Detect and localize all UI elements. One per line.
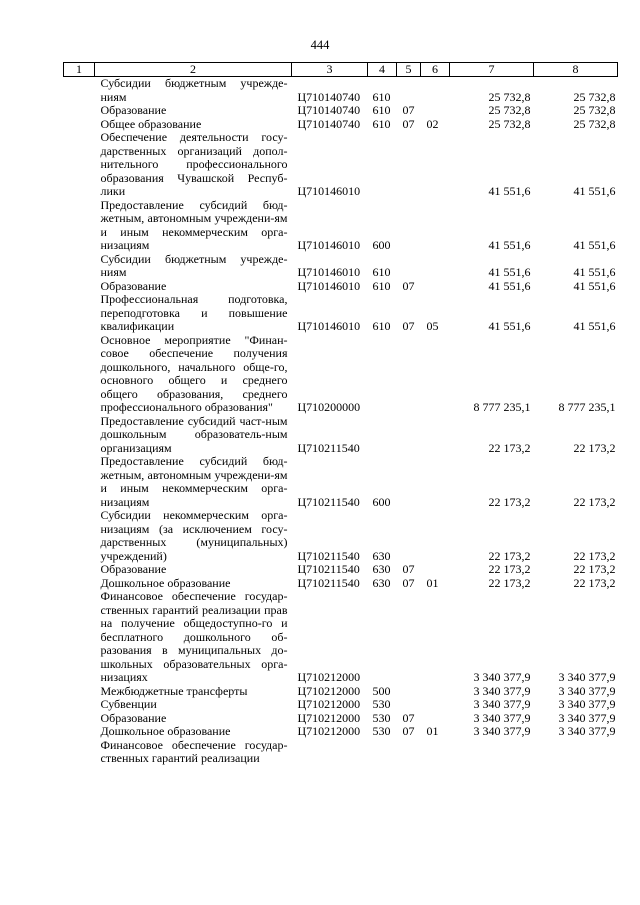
cell-sum2: 41 551,6 xyxy=(573,238,616,252)
cell-subsection xyxy=(421,253,450,280)
cell-subsection xyxy=(421,739,450,766)
table-row xyxy=(64,118,618,132)
table-row xyxy=(64,415,618,456)
cell-code: Ц710146010 xyxy=(297,238,361,252)
cell-sum1: 22 173,2 xyxy=(488,562,531,576)
cell-section xyxy=(397,77,421,105)
cell-subsection xyxy=(421,563,450,577)
cell-vr xyxy=(368,334,397,415)
cell-index xyxy=(64,685,95,699)
table-row xyxy=(64,509,618,563)
cell-code: Ц710212000 xyxy=(297,697,361,711)
cell-index xyxy=(64,199,95,253)
cell-code: Ц710140740 xyxy=(297,89,361,104)
cell-vr: 630 xyxy=(372,575,391,590)
cell-name: Субсидии бюджетным учрежде-ниям xyxy=(100,251,288,279)
cell-sum1: 22 173,2 xyxy=(488,494,531,509)
header-col-2: 2 xyxy=(95,63,292,77)
table-row xyxy=(64,725,618,739)
cell-sum1: 3 340 377,9 xyxy=(473,683,531,698)
cell-section xyxy=(397,199,421,253)
cell-sum2: 25 732,8 xyxy=(573,103,616,117)
cell-section xyxy=(397,685,421,699)
table-header xyxy=(64,63,618,77)
cell-index xyxy=(64,415,95,456)
table-row xyxy=(64,104,618,118)
table-row xyxy=(64,590,618,685)
cell-code: Ц710211540 xyxy=(297,575,360,590)
cell-vr: 610 xyxy=(372,89,391,104)
cell-sum1: 41 551,6 xyxy=(488,278,531,293)
cell-section: 07 xyxy=(402,710,415,725)
cell-section: 07 xyxy=(402,575,415,590)
cell-subsection: 05 xyxy=(426,319,439,333)
cell-sum2: 22 173,2 xyxy=(573,494,616,509)
cell-subsection xyxy=(421,590,450,685)
cell-sum2: 3 340 377,9 xyxy=(558,724,616,738)
cell-sum2: 3 340 377,9 xyxy=(558,697,616,711)
cell-vr: 600 xyxy=(372,238,391,252)
cell-sum2: 25 732,8 xyxy=(573,116,616,131)
cell-section xyxy=(397,698,421,712)
cell-sum1: 41 551,6 xyxy=(488,319,531,333)
cell-index xyxy=(64,293,95,334)
cell-code: Ц710146010 xyxy=(297,319,361,333)
cell-section xyxy=(397,131,421,199)
cell-section: 07 xyxy=(402,103,415,117)
table-row xyxy=(64,455,618,509)
cell-subsection: 02 xyxy=(426,116,439,131)
cell-name: Субвенции xyxy=(100,697,157,711)
table-row xyxy=(64,698,618,712)
cell-vr: 530 xyxy=(372,710,391,725)
cell-name: Профессиональная подготовка, переподготовка и повышение квалификации xyxy=(100,292,288,333)
cell-name: Образование xyxy=(100,562,167,576)
cell-code: Ц710146010 xyxy=(297,265,361,279)
cell-code: Ц710212000 xyxy=(297,710,361,725)
cell-sum2: 22 173,2 xyxy=(573,575,616,590)
cell-subsection xyxy=(421,334,450,415)
table-row xyxy=(64,739,618,766)
cell-code: Ц710140740 xyxy=(297,116,361,131)
cell-code: Ц710211540 xyxy=(297,548,360,563)
cell-index xyxy=(64,131,95,199)
cell-sum1: 22 173,2 xyxy=(488,575,531,590)
cell-vr xyxy=(368,131,397,199)
cell-sum2: 25 732,8 xyxy=(573,89,616,104)
table-row xyxy=(64,280,618,294)
cell-sum1: 3 340 377,9 xyxy=(473,710,531,725)
table-row xyxy=(64,131,618,199)
cell-sum1: 41 551,6 xyxy=(488,238,531,252)
cell-name: Основное мероприятие "Финан-совое обеспечение получения дошкольного, начального обще-го, основного общего и среднего общего образования, среднего профессионального образования" xyxy=(100,332,288,414)
cell-vr: 610 xyxy=(372,103,391,117)
table-row xyxy=(64,199,618,253)
cell-code: Ц710211540 xyxy=(297,440,360,455)
cell-index xyxy=(64,725,95,739)
cell-vr: 500 xyxy=(372,683,391,698)
table-row xyxy=(64,577,618,591)
cell-subsection xyxy=(421,104,450,118)
cell-subsection xyxy=(421,77,450,105)
cell-index xyxy=(64,712,95,726)
cell-name: Межбюджетные трансферты xyxy=(100,683,248,698)
cell-section xyxy=(397,739,421,766)
cell-sum2: 22 173,2 xyxy=(573,440,616,455)
table-body xyxy=(64,77,618,766)
cell-sum1: 3 340 377,9 xyxy=(473,670,531,684)
cell-code: Ц710211540 xyxy=(297,562,360,576)
header-col-1: 1 xyxy=(64,63,95,77)
cell-section xyxy=(397,253,421,280)
cell-sum1 xyxy=(450,739,534,766)
cell-vr: 610 xyxy=(372,265,391,279)
cell-subsection: 01 xyxy=(426,575,439,590)
cell-vr: 610 xyxy=(372,116,391,131)
table-row xyxy=(64,685,618,699)
header-col-8: 8 xyxy=(534,63,618,77)
cell-subsection xyxy=(421,685,450,699)
cell-subsection xyxy=(421,415,450,456)
cell-index xyxy=(64,577,95,591)
cell-sum2: 41 551,6 xyxy=(573,319,616,333)
cell-sum2: 22 173,2 xyxy=(573,548,616,563)
cell-name: Субсидии некоммерческим орга-низациям (за исключением госу-дарственных (муниципальных) учреждений) xyxy=(100,508,288,563)
table-row xyxy=(64,293,618,334)
header-col-5: 5 xyxy=(397,63,421,77)
cell-vr: 600 xyxy=(372,494,391,509)
cell-name: Образование xyxy=(100,103,167,117)
cell-code: Ц710211540 xyxy=(297,494,360,509)
cell-name: Обеспечение деятельности госу-дарственных организаций допол-нительного профессионального образования Чувашской Респуб-лики xyxy=(100,130,288,198)
cell-vr: 610 xyxy=(372,278,391,293)
cell-vr: 630 xyxy=(372,562,391,576)
cell-name: Субсидии бюджетным учрежде-ниям xyxy=(100,76,288,104)
cell-section xyxy=(397,509,421,563)
table-row xyxy=(64,712,618,726)
cell-name: Дошкольное образование xyxy=(100,575,231,590)
cell-sum2: 3 340 377,9 xyxy=(558,670,616,684)
cell-name: Предоставление субсидий бюд-жетным, автономным учреждени-ям и иным некоммерческим орга-низациям xyxy=(100,454,288,509)
cell-code xyxy=(292,739,368,766)
cell-section: 07 xyxy=(402,319,415,333)
cell-code: Ц710146010 xyxy=(297,278,361,293)
cell-name: Дошкольное образование xyxy=(100,724,231,738)
cell-vr: 530 xyxy=(372,697,391,711)
cell-sum2: 3 340 377,9 xyxy=(558,710,616,725)
cell-index xyxy=(64,77,95,105)
cell-index xyxy=(64,104,95,118)
page-number: 444 xyxy=(310,38,330,52)
cell-vr: 610 xyxy=(372,319,391,333)
cell-index xyxy=(64,698,95,712)
cell-index xyxy=(64,590,95,685)
cell-index xyxy=(64,118,95,132)
cell-sum1: 41 551,6 xyxy=(488,265,531,279)
cell-vr: 630 xyxy=(372,548,391,563)
cell-subsection xyxy=(421,712,450,726)
cell-sum2: 41 551,6 xyxy=(573,184,616,198)
cell-code: Ц710212000 xyxy=(297,670,361,684)
cell-section xyxy=(397,455,421,509)
cell-sum1: 22 173,2 xyxy=(488,440,531,455)
header-col-4: 4 xyxy=(368,63,397,77)
cell-subsection xyxy=(421,455,450,509)
cell-sum1: 25 732,8 xyxy=(488,89,531,104)
cell-sum1: 8 777 235,1 xyxy=(473,400,531,414)
header-col-7: 7 xyxy=(450,63,534,77)
table-row xyxy=(64,563,618,577)
cell-index xyxy=(64,563,95,577)
header-row xyxy=(64,63,618,77)
cell-sum2: 8 777 235,1 xyxy=(558,400,616,414)
cell-section: 07 xyxy=(402,562,415,576)
cell-index xyxy=(64,334,95,415)
cell-index xyxy=(64,509,95,563)
cell-sum1: 3 340 377,9 xyxy=(473,697,531,711)
cell-index xyxy=(64,253,95,280)
cell-name: Образование xyxy=(100,710,167,725)
cell-vr xyxy=(368,739,397,766)
cell-index xyxy=(64,739,95,766)
cell-code: Ц710140740 xyxy=(297,103,361,117)
cell-code: Ц710146010 xyxy=(297,184,361,198)
cell-section xyxy=(397,590,421,685)
cell-section xyxy=(397,415,421,456)
cell-code: Ц710212000 xyxy=(297,683,361,698)
cell-code: Ц710212000 xyxy=(297,724,361,738)
cell-subsection xyxy=(421,131,450,199)
cell-section: 07 xyxy=(402,116,415,131)
cell-vr: 530 xyxy=(372,724,391,738)
cell-sum2: 41 551,6 xyxy=(573,265,616,279)
cell-name: Общее образование xyxy=(100,116,202,131)
cell-sum1: 41 551,6 xyxy=(488,184,531,198)
cell-subsection xyxy=(421,698,450,712)
budget-table xyxy=(63,62,618,766)
cell-index xyxy=(64,455,95,509)
cell-sum2: 41 551,6 xyxy=(573,278,616,293)
cell-sum2 xyxy=(534,739,618,766)
cell-name: Финансовое обеспечение государ-ственных гарантий реализации прав на получение общедоступно-го и бесплатного дошкольного об-разования в муниципальных до-школьных образовательных орга-низациях xyxy=(100,589,288,684)
cell-code: Ц710200000 xyxy=(297,400,361,414)
cell-name: Финансовое обеспечение государ-ственных гарантий реализации xyxy=(100,737,288,765)
header-col-3: 3 xyxy=(292,63,368,77)
cell-sum2: 22 173,2 xyxy=(573,562,616,576)
cell-sum1: 3 340 377,9 xyxy=(473,724,531,738)
cell-subsection xyxy=(421,280,450,294)
cell-section: 07 xyxy=(402,724,415,738)
table-row xyxy=(64,253,618,280)
cell-vr xyxy=(368,415,397,456)
cell-subsection xyxy=(421,509,450,563)
cell-section: 07 xyxy=(402,278,415,293)
cell-sum1: 25 732,8 xyxy=(488,103,531,117)
cell-sum2: 3 340 377,9 xyxy=(558,683,616,698)
cell-sum1: 22 173,2 xyxy=(488,548,531,563)
table-row xyxy=(64,334,618,415)
cell-name: Предоставление субсидий част-ным дошкольным образователь-ным организациям xyxy=(100,413,288,455)
header-col-6: 6 xyxy=(421,63,450,77)
cell-section xyxy=(397,334,421,415)
cell-subsection xyxy=(421,199,450,253)
cell-sum1: 25 732,8 xyxy=(488,116,531,131)
table-row xyxy=(64,77,618,105)
cell-name: Предоставление субсидий бюд-жетным, автономным учреждени-ям и иным некоммерческим орга-низациям xyxy=(100,197,288,252)
cell-vr xyxy=(368,590,397,685)
cell-index xyxy=(64,280,95,294)
cell-subsection: 01 xyxy=(426,724,439,738)
cell-name: Образование xyxy=(100,278,167,293)
